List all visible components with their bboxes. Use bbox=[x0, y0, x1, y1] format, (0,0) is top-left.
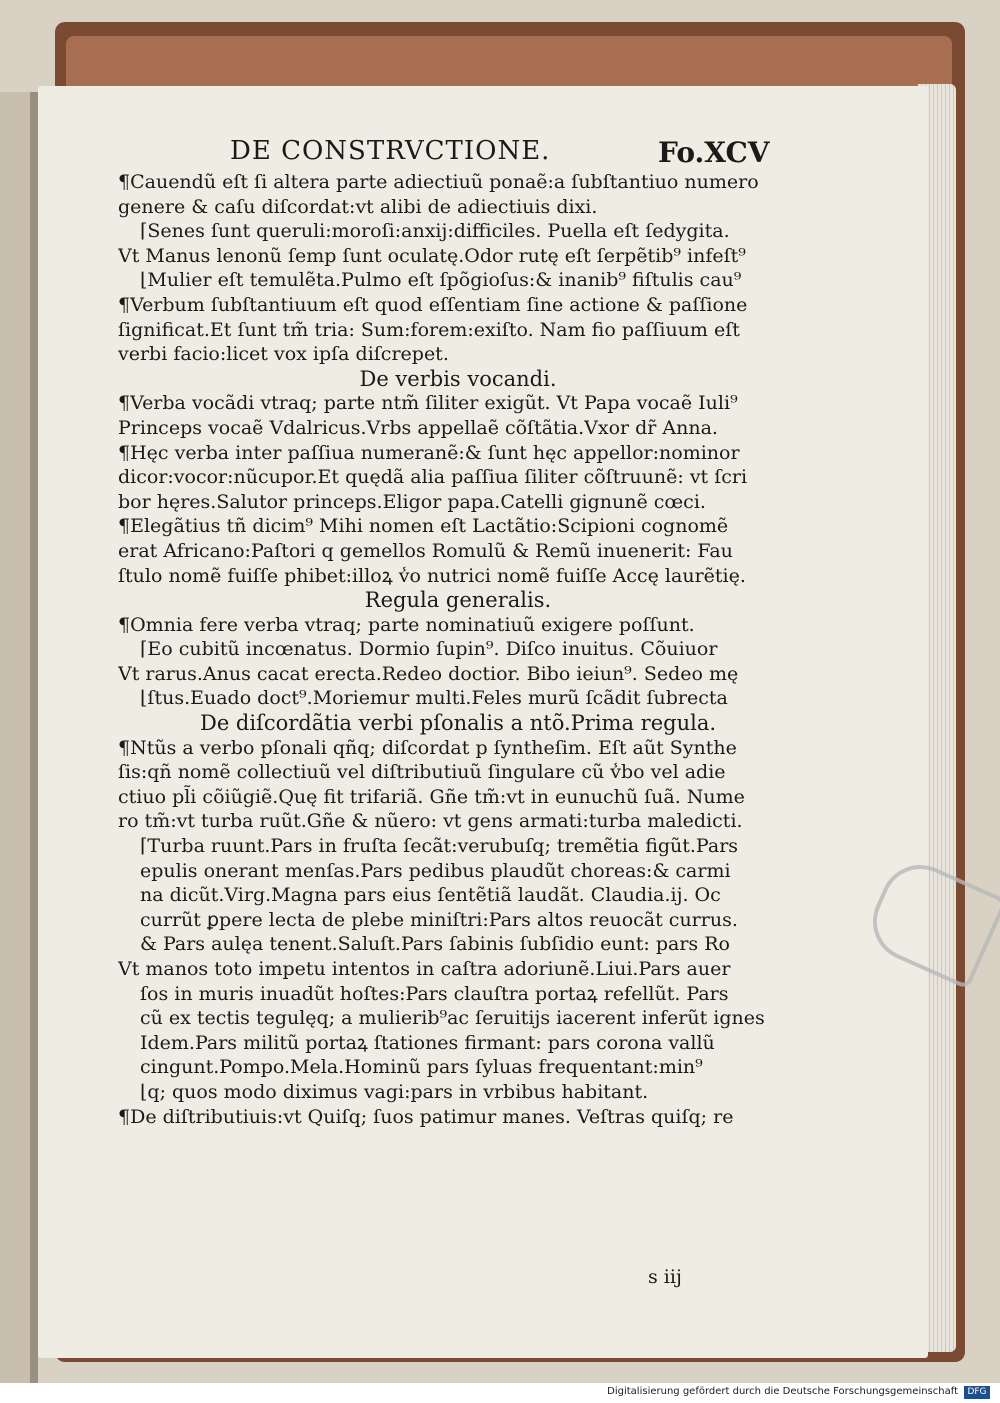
text-line: ¶De diſtributiuis:vt Quiſq; ſuos patimur manes. Veſtras quiſq; re bbox=[118, 1105, 734, 1128]
text-line: Princeps vocaẽ Vdalricus.Vrbs appellaẽ cõſtãtia.Vxor dr̃ Anna. bbox=[118, 416, 718, 439]
book-page bbox=[38, 86, 928, 1358]
text-line: ¶Verbum ſubſtantiuum eſt quod eſſentiam ſine actione & paſſione bbox=[118, 293, 748, 316]
text-lines bbox=[118, 170, 798, 1129]
section-heading: De verbis vocandi. bbox=[359, 366, 557, 391]
text-line: Vt rarus.Anus cacat erecta.Redeo doctior. Bibo ieiun⁹. Sedeo mę bbox=[118, 662, 739, 685]
funding-credit: Digitalisierung gefördert durch die Deutsche Forschungsgemeinschaft bbox=[607, 1386, 958, 1397]
section-heading: De diſcordãtia verbi pſonalis a ntõ.Prima regula. bbox=[199, 711, 717, 736]
text-line: & Pars aulęa tenent.Saluſt.Pars ſabinis ſubſidio eunt: pars Ro bbox=[140, 933, 730, 956]
text-line: ſos in muris inuadũt hoſtes:Pars clauſtra portaꝝ refellũt. Pars bbox=[140, 982, 729, 1005]
text-line: Vt Manus lenonũ ſemp ſunt oculatę.Odor rutę eſt ſerpẽtib⁹ infeſt⁹ bbox=[118, 244, 746, 267]
text-line: ¶Omnia fere verba vtraq; parte nominatiuũ exigere poſſunt. bbox=[118, 613, 695, 636]
text-line: ſis:qñ nomẽ collectiuũ vel diſtributiuũ ſingulare cũ v̾bo vel adie bbox=[118, 761, 726, 784]
text-line: ⌊Mulier eſt temulẽta.Pulmo eſt ſpõgioſus:& inanib⁹ fiſtulis cau⁹ bbox=[140, 269, 742, 292]
text-line: cingunt.Pompo.Mela.Hominũ pars ſyluas frequentant:min⁹ bbox=[140, 1056, 703, 1079]
page-header bbox=[118, 130, 798, 170]
text-line: genere & caſu diſcordat:vt alibi de adiectiuis dixi. bbox=[118, 195, 598, 218]
text-line: Idem.Pars militũ portaꝝ ſtationes firmant: pars corona vallũ bbox=[140, 1031, 715, 1054]
text-line: erat Africano:Paſtori q gemellos Romulũ & Remũ inuenerit: Fau bbox=[118, 539, 733, 562]
text-line: dicor:vocor:nũcupor.Et quędã alia paſſiua ſiliter cõſtruunẽ: vt ſcri bbox=[118, 466, 748, 489]
text-line: ⌈Eo cubitũ incœnatus. Dormio ſupin⁹. Diſco inuitus. Cõuiuor bbox=[140, 638, 718, 661]
text-line: ⌊q; quos modo diximus vagi:pars in vrbibus habitant. bbox=[140, 1080, 649, 1103]
text-line: ⌈Senes ſunt queruli:moroſi:anxij:difficiles. Puella eſt ſedygita. bbox=[140, 220, 730, 243]
section-heading: Regula generalis. bbox=[364, 588, 552, 613]
text-line: ¶Hęc verba inter paſſiua numeranẽ:& ſunt hęc appellor:nominor bbox=[118, 441, 740, 464]
left-page-edge bbox=[0, 92, 32, 1383]
text-line: ¶Verba vocãdi vtraq; parte ntm̃ ſiliter exigũt. Vt Papa vocaẽ Iuli⁹ bbox=[118, 392, 738, 415]
text-line: ¶Cauendũ eſt ſi altera parte adiectiuũ ponaẽ:a ſubſtantiuo numero bbox=[118, 171, 759, 193]
text-line: ¶Elegãtius tñ dicim⁹ Mihi nomen eſt Lactãtio:Scipioni cognomẽ bbox=[118, 515, 729, 538]
book-gutter bbox=[30, 92, 38, 1383]
text-line: cũ ex tectis tegulęq; a mulierib⁹ac ſeruitijs iacerent inferũt ignes bbox=[140, 1007, 765, 1030]
running-head: DE CONSTRVCTIONE. bbox=[230, 136, 551, 166]
text-line: ⌊ſtus.Euado doct⁹.Moriemur multi.Feles murũ ſcãdit ſubrecta bbox=[140, 687, 728, 710]
text-line: ſtulo nomẽ fuiſſe phibet:illoꝝ v̾o nutrici nomẽ fuiſſe Accę laurẽtię. bbox=[118, 564, 746, 587]
text-line: verbi facio:licet vox ipſa diſcrepet. bbox=[118, 343, 449, 366]
text-line: epulis onerant menſas.Pars pedibus plaudũt choreas:& carmi bbox=[140, 859, 731, 882]
signature-mark: s iij bbox=[648, 1266, 682, 1288]
dfg-logo-icon: DFG bbox=[964, 1386, 990, 1399]
folio-number: Fo.XCV bbox=[658, 136, 770, 169]
text-line: ¶Ntũs a verbo pſonali qñq; diſcordat p ſyntheſim. Eſt aũt Synthe bbox=[118, 736, 737, 759]
footer-bar bbox=[0, 1383, 1000, 1403]
text-line: currũt ꝑpere lecta de plebe miniſtri:Pars altos reuocãt currus. bbox=[140, 908, 738, 931]
text-line: ctiuo pl̃i cõiũgiẽ.Quę fit trifariã. Gñe tm̃:vt in eunuchũ ſuã. Nume bbox=[118, 785, 745, 808]
text-line: na dicũt.Virg.Magna pars eius ſentẽtiã laudãt. Claudia.ij. Oc bbox=[140, 884, 721, 907]
text-line: Vt manos toto impetu intentos in caſtra adoriunẽ.Liui.Pars auer bbox=[118, 958, 731, 980]
text-line: bor hęres.Salutor princeps.Eligor papa.Catelli gignunẽ cœci. bbox=[118, 490, 706, 513]
text-line: ro tm̃:vt turba ruũt.Gñe & nũero: vt gens armati:turba maledicti. bbox=[118, 810, 743, 833]
text-line: ⌈Turba ruunt.Pars in fruſta ſecãt:verubuſq; tremẽtia figũt.Pars bbox=[140, 835, 739, 858]
text-line: ſignificat.Et ſunt tm̃ tria: Sum:forem:exiſto. Nam fio paſſiuum eſt bbox=[118, 318, 740, 341]
